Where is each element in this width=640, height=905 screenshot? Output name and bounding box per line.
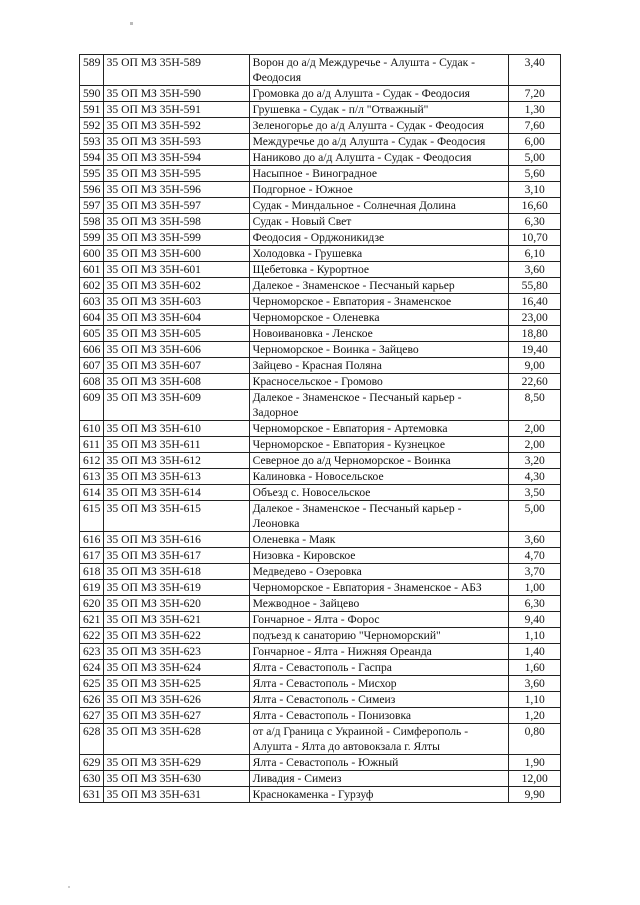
road-name-cell: Грушевка - Судак - п/л "Отважный" [249, 102, 509, 118]
table-row [80, 214, 561, 230]
row-number-cell: 593 [80, 134, 104, 150]
row-number-cell: 605 [80, 326, 104, 342]
scan-speck [130, 22, 133, 25]
road-id-cell: 35 ОП МЗ 35Н-589 [103, 55, 249, 86]
table-row [80, 755, 561, 771]
road-id-cell: 35 ОП МЗ 35Н-590 [103, 86, 249, 102]
road-length-cell: 3,60 [509, 676, 561, 692]
row-number-cell: 630 [80, 771, 104, 787]
road-length-cell: 23,00 [509, 310, 561, 326]
table-row [80, 453, 561, 469]
table-row [80, 358, 561, 374]
table-row [80, 501, 561, 532]
road-length-cell: 3,70 [509, 564, 561, 580]
row-number-cell: 604 [80, 310, 104, 326]
road-name-cell: Черноморское - Евпатория - Кузнецкое [249, 437, 509, 453]
road-id-cell: 35 ОП МЗ 35Н-617 [103, 548, 249, 564]
row-number-cell: 618 [80, 564, 104, 580]
row-number-cell: 615 [80, 501, 104, 532]
table-row [80, 596, 561, 612]
road-length-cell: 6,30 [509, 214, 561, 230]
row-number-cell: 594 [80, 150, 104, 166]
road-length-cell: 3,60 [509, 532, 561, 548]
row-number-cell: 601 [80, 262, 104, 278]
road-id-cell: 35 ОП МЗ 35Н-605 [103, 326, 249, 342]
road-name-cell: Далекое - Знаменское - Песчаный карьер - Леоновка [249, 501, 509, 532]
road-length-cell: 6,30 [509, 596, 561, 612]
road-length-cell: 7,60 [509, 118, 561, 134]
road-name-cell: Ялта - Севастополь - Мисхор [249, 676, 509, 692]
row-number-cell: 592 [80, 118, 104, 134]
row-number-cell: 597 [80, 198, 104, 214]
table-row [80, 469, 561, 485]
road-id-cell: 35 ОП МЗ 35Н-627 [103, 708, 249, 724]
road-name-cell: Далекое - Знаменское - Песчаный карьер - Задорное [249, 390, 509, 421]
row-number-cell: 599 [80, 230, 104, 246]
table-row [80, 150, 561, 166]
road-length-cell: 16,40 [509, 294, 561, 310]
road-length-cell: 9,00 [509, 358, 561, 374]
road-id-cell: 35 ОП МЗ 35Н-600 [103, 246, 249, 262]
row-number-cell: 628 [80, 724, 104, 755]
road-length-cell: 1,30 [509, 102, 561, 118]
table-row [80, 612, 561, 628]
road-name-cell: Ялта - Севастополь - Понизовка [249, 708, 509, 724]
road-length-cell: 7,20 [509, 86, 561, 102]
row-number-cell: 589 [80, 55, 104, 86]
road-name-cell: Северное до а/д Черноморское - Воинка [249, 453, 509, 469]
table-row [80, 246, 561, 262]
table-row [80, 374, 561, 390]
road-length-cell: 3,40 [509, 55, 561, 86]
road-name-cell: Ливадия - Симеиз [249, 771, 509, 787]
road-name-cell: Черноморское - Евпатория - Знаменское - АБЗ [249, 580, 509, 596]
road-id-cell: 35 ОП МЗ 35Н-623 [103, 644, 249, 660]
road-id-cell: 35 ОП МЗ 35Н-610 [103, 421, 249, 437]
roads-table [79, 54, 561, 803]
road-name-cell: Краснокаменка - Гурзуф [249, 787, 509, 803]
table-row [80, 580, 561, 596]
row-number-cell: 595 [80, 166, 104, 182]
row-number-cell: 627 [80, 708, 104, 724]
road-id-cell: 35 ОП МЗ 35Н-594 [103, 150, 249, 166]
road-length-cell: 22,60 [509, 374, 561, 390]
road-length-cell: 5,00 [509, 150, 561, 166]
road-length-cell: 12,00 [509, 771, 561, 787]
row-number-cell: 596 [80, 182, 104, 198]
road-id-cell: 35 ОП МЗ 35Н-611 [103, 437, 249, 453]
road-name-cell: Черноморское - Евпатория - Знаменское [249, 294, 509, 310]
row-number-cell: 621 [80, 612, 104, 628]
road-length-cell: 18,80 [509, 326, 561, 342]
road-id-cell: 35 ОП МЗ 35Н-621 [103, 612, 249, 628]
road-id-cell: 35 ОП МЗ 35Н-612 [103, 453, 249, 469]
road-id-cell: 35 ОП МЗ 35Н-592 [103, 118, 249, 134]
road-id-cell: 35 ОП МЗ 35Н-614 [103, 485, 249, 501]
row-number-cell: 629 [80, 755, 104, 771]
table-row [80, 102, 561, 118]
road-length-cell: 2,00 [509, 421, 561, 437]
road-length-cell: 16,60 [509, 198, 561, 214]
table-row [80, 230, 561, 246]
road-length-cell: 3,20 [509, 453, 561, 469]
road-length-cell: 6,10 [509, 246, 561, 262]
road-length-cell: 5,60 [509, 166, 561, 182]
scan-speck [68, 886, 70, 888]
table-row [80, 182, 561, 198]
road-id-cell: 35 ОП МЗ 35Н-609 [103, 390, 249, 421]
road-length-cell: 1,40 [509, 644, 561, 660]
table-row [80, 532, 561, 548]
table-row [80, 708, 561, 724]
road-name-cell: Низовка - Кировское [249, 548, 509, 564]
row-number-cell: 617 [80, 548, 104, 564]
road-length-cell: 10,70 [509, 230, 561, 246]
road-id-cell: 35 ОП МЗ 35Н-615 [103, 501, 249, 532]
table-row [80, 118, 561, 134]
road-id-cell: 35 ОП МЗ 35Н-591 [103, 102, 249, 118]
road-length-cell: 1,60 [509, 660, 561, 676]
row-number-cell: 607 [80, 358, 104, 374]
road-id-cell: 35 ОП МЗ 35Н-601 [103, 262, 249, 278]
road-length-cell: 2,00 [509, 437, 561, 453]
road-name-cell: Щебетовка - Курортное [249, 262, 509, 278]
road-length-cell: 3,10 [509, 182, 561, 198]
road-id-cell: 35 ОП МЗ 35Н-593 [103, 134, 249, 150]
road-name-cell: Насыпное - Виноградное [249, 166, 509, 182]
row-number-cell: 608 [80, 374, 104, 390]
road-name-cell: Ялта - Севастополь - Симеиз [249, 692, 509, 708]
road-name-cell: Громовка до а/д Алушта - Судак - Феодосия [249, 86, 509, 102]
road-name-cell: подъезд к санаторию "Черноморский" [249, 628, 509, 644]
table-row [80, 390, 561, 421]
row-number-cell: 625 [80, 676, 104, 692]
road-length-cell: 0,80 [509, 724, 561, 755]
road-name-cell: Объезд с. Новосельское [249, 485, 509, 501]
road-id-cell: 35 ОП МЗ 35Н-630 [103, 771, 249, 787]
table-row [80, 262, 561, 278]
road-length-cell: 6,00 [509, 134, 561, 150]
road-name-cell: Оленевка - Маяк [249, 532, 509, 548]
row-number-cell: 613 [80, 469, 104, 485]
road-id-cell: 35 ОП МЗ 35Н-629 [103, 755, 249, 771]
table-row [80, 421, 561, 437]
road-length-cell: 9,40 [509, 612, 561, 628]
road-name-cell: Гончарное - Ялта - Нижняя Ореанда [249, 644, 509, 660]
road-length-cell: 1,10 [509, 628, 561, 644]
road-id-cell: 35 ОП МЗ 35Н-618 [103, 564, 249, 580]
table-row [80, 644, 561, 660]
road-id-cell: 35 ОП МЗ 35Н-607 [103, 358, 249, 374]
row-number-cell: 600 [80, 246, 104, 262]
road-id-cell: 35 ОП МЗ 35Н-631 [103, 787, 249, 803]
road-name-cell: Зайцево - Красная Поляна [249, 358, 509, 374]
road-name-cell: от а/д Граница с Украиной - Симферополь - Алушта - Ялта до автовокзала г. Ялты [249, 724, 509, 755]
road-id-cell: 35 ОП МЗ 35Н-602 [103, 278, 249, 294]
road-name-cell: Медведево - Озеровка [249, 564, 509, 580]
road-id-cell: 35 ОП МЗ 35Н-606 [103, 342, 249, 358]
road-name-cell: Холодовка - Грушевка [249, 246, 509, 262]
row-number-cell: 620 [80, 596, 104, 612]
road-id-cell: 35 ОП МЗ 35Н-628 [103, 724, 249, 755]
table-row [80, 676, 561, 692]
row-number-cell: 602 [80, 278, 104, 294]
row-number-cell: 626 [80, 692, 104, 708]
table-row [80, 564, 561, 580]
table-row [80, 342, 561, 358]
row-number-cell: 606 [80, 342, 104, 358]
road-id-cell: 35 ОП МЗ 35Н-604 [103, 310, 249, 326]
road-id-cell: 35 ОП МЗ 35Н-599 [103, 230, 249, 246]
row-number-cell: 619 [80, 580, 104, 596]
row-number-cell: 631 [80, 787, 104, 803]
table-row [80, 294, 561, 310]
table-row [80, 166, 561, 182]
road-id-cell: 35 ОП МЗ 35Н-596 [103, 182, 249, 198]
road-id-cell: 35 ОП МЗ 35Н-603 [103, 294, 249, 310]
table-row [80, 787, 561, 803]
road-id-cell: 35 ОП МЗ 35Н-619 [103, 580, 249, 596]
road-length-cell: 4,70 [509, 548, 561, 564]
road-name-cell: Черноморское - Оленевка [249, 310, 509, 326]
road-name-cell: Далекое - Знаменское - Песчаный карьер [249, 278, 509, 294]
road-name-cell: Калиновка - Новосельское [249, 469, 509, 485]
table-row [80, 771, 561, 787]
road-length-cell: 19,40 [509, 342, 561, 358]
table-row [80, 310, 561, 326]
road-name-cell: Красносельское - Громово [249, 374, 509, 390]
road-name-cell: Наниково до а/д Алушта - Судак - Феодосия [249, 150, 509, 166]
road-length-cell: 4,30 [509, 469, 561, 485]
row-number-cell: 590 [80, 86, 104, 102]
table-row [80, 86, 561, 102]
road-id-cell: 35 ОП МЗ 35Н-626 [103, 692, 249, 708]
road-name-cell: Судак - Миндальное - Солнечная Долина [249, 198, 509, 214]
road-length-cell: 5,00 [509, 501, 561, 532]
table-row [80, 134, 561, 150]
road-length-cell: 3,60 [509, 262, 561, 278]
row-number-cell: 612 [80, 453, 104, 469]
road-name-cell: Зеленогорье до а/д Алушта - Судак - Феодосия [249, 118, 509, 134]
road-id-cell: 35 ОП МЗ 35Н-598 [103, 214, 249, 230]
road-id-cell: 35 ОП МЗ 35Н-622 [103, 628, 249, 644]
table-row [80, 437, 561, 453]
road-id-cell: 35 ОП МЗ 35Н-624 [103, 660, 249, 676]
road-name-cell: Ворон до а/д Междуречье - Алушта - Судак - Феодосия [249, 55, 509, 86]
road-id-cell: 35 ОП МЗ 35Н-620 [103, 596, 249, 612]
row-number-cell: 610 [80, 421, 104, 437]
road-name-cell: Ялта - Севастополь - Южный [249, 755, 509, 771]
table-row [80, 628, 561, 644]
table-row [80, 660, 561, 676]
row-number-cell: 603 [80, 294, 104, 310]
row-number-cell: 616 [80, 532, 104, 548]
row-number-cell: 623 [80, 644, 104, 660]
road-name-cell: Подгорное - Южное [249, 182, 509, 198]
road-length-cell: 1,00 [509, 580, 561, 596]
row-number-cell: 611 [80, 437, 104, 453]
table-row [80, 724, 561, 755]
table-row [80, 198, 561, 214]
row-number-cell: 591 [80, 102, 104, 118]
row-number-cell: 614 [80, 485, 104, 501]
road-length-cell: 1,10 [509, 692, 561, 708]
road-id-cell: 35 ОП МЗ 35Н-616 [103, 532, 249, 548]
road-name-cell: Черноморское - Воинка - Зайцево [249, 342, 509, 358]
road-name-cell: Черноморское - Евпатория - Артемовка [249, 421, 509, 437]
road-name-cell: Междуречье до а/д Алушта - Судак - Феодосия [249, 134, 509, 150]
row-number-cell: 624 [80, 660, 104, 676]
table-row [80, 326, 561, 342]
road-name-cell: Новоивановка - Ленское [249, 326, 509, 342]
road-name-cell: Межводное - Зайцево [249, 596, 509, 612]
table-row [80, 692, 561, 708]
table-row [80, 485, 561, 501]
road-length-cell: 3,50 [509, 485, 561, 501]
road-name-cell: Судак - Новый Свет [249, 214, 509, 230]
road-length-cell: 1,90 [509, 755, 561, 771]
road-length-cell: 8,50 [509, 390, 561, 421]
roads-table-body [80, 55, 561, 803]
row-number-cell: 622 [80, 628, 104, 644]
road-name-cell: Гончарное - Ялта - Форос [249, 612, 509, 628]
road-id-cell: 35 ОП МЗ 35Н-608 [103, 374, 249, 390]
road-id-cell: 35 ОП МЗ 35Н-595 [103, 166, 249, 182]
row-number-cell: 609 [80, 390, 104, 421]
road-name-cell: Ялта - Севастополь - Гаспра [249, 660, 509, 676]
table-row [80, 548, 561, 564]
row-number-cell: 598 [80, 214, 104, 230]
road-id-cell: 35 ОП МЗ 35Н-613 [103, 469, 249, 485]
table-row [80, 55, 561, 86]
road-length-cell: 1,20 [509, 708, 561, 724]
road-length-cell: 9,90 [509, 787, 561, 803]
road-id-cell: 35 ОП МЗ 35Н-625 [103, 676, 249, 692]
table-row [80, 278, 561, 294]
road-id-cell: 35 ОП МЗ 35Н-597 [103, 198, 249, 214]
road-name-cell: Феодосия - Орджоникидзе [249, 230, 509, 246]
road-length-cell: 55,80 [509, 278, 561, 294]
